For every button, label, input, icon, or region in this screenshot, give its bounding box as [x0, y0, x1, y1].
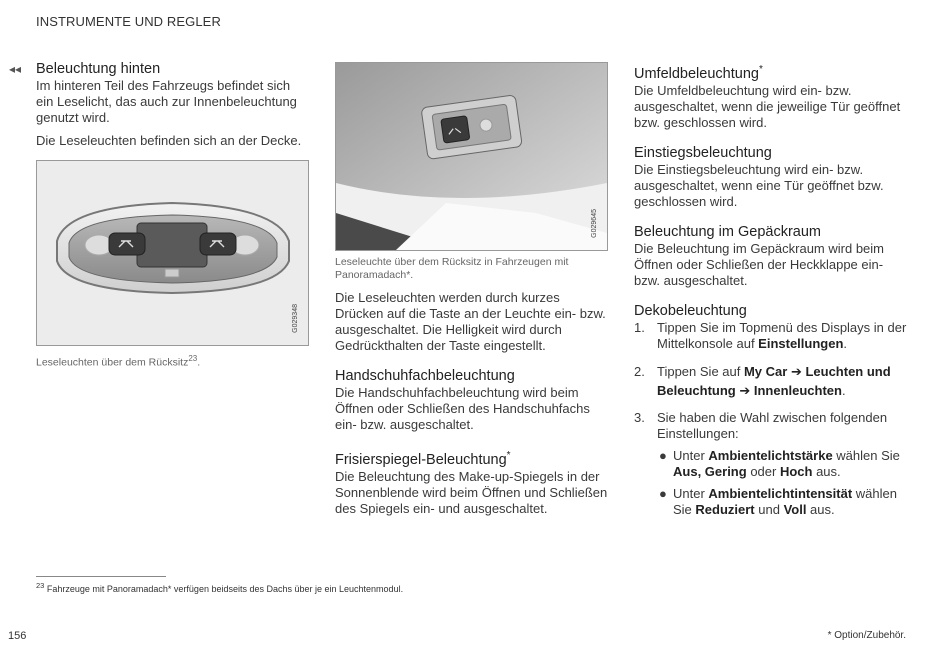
paragraph-vanity-mirror: Die Beleuchtung des Make-up-Spiegels in der Sonnenblende wird beim Öffnen und Schließen des Spiegels ein- und ausgeschaltet.: [335, 468, 608, 516]
footnote-number: 23: [36, 581, 45, 590]
menu-term: Ambientelichtintensität: [708, 485, 853, 501]
figure-panorama-light: [335, 62, 608, 251]
menu-term: Leuchten und Beleuchtung: [657, 363, 891, 398]
figure-caption: [36, 352, 311, 370]
footnote-ref[interactable]: 23: [188, 354, 198, 363]
heading-cargo: Beleuchtung im Gepäckraum: [634, 223, 821, 240]
heading-decor: Dekobeleuchtung: [634, 302, 747, 319]
steps-list: [634, 320, 909, 518]
menu-term: My Car: [743, 363, 788, 379]
step-text: .: [841, 382, 846, 398]
paragraph-ceiling: Die Leseleuchten befinden sich an der Decke.: [36, 133, 302, 148]
paragraph-glovebox: Die Handschuhfachbeleuchtung wird beim Öffnen oder Schließen des Handschuhfachs ein- bzw. ausgeschaltet.: [335, 385, 590, 432]
running-header: INSTRUMENTE UND REGLER: [36, 14, 221, 29]
figure-caption: Leseleuchte über dem Rücksitz in Fahrzeugen mit Panoramadach*.: [335, 256, 569, 281]
menu-term: Gering: [704, 463, 747, 479]
panorama-light-illustration: [336, 63, 607, 250]
paragraph-entry: Die Einstiegsbeleuchtung wird ein- bzw. ausgeschaltet, wenn eine Tür geöffnet bzw. geschlossen wird.: [634, 161, 884, 209]
section-entry: [634, 145, 909, 210]
menu-term: Hoch: [779, 463, 813, 479]
list-item: [634, 362, 909, 400]
paragraph-reading-lights: Die Leseleuchten werden durch kurzes Drücken auf die Taste an der Leuchte ein- bzw. ausgeschaltet. Die Helligkeit wird durch Gedrückthalten der Taste eingestellt.: [335, 290, 606, 353]
paragraph-rear-intro: Im hinteren Teil des Fahrzeugs befindet sich ein Leselicht, das auch zur Innenbeleuchtung genutzt wird.: [36, 78, 297, 125]
option-text: aus.: [806, 501, 835, 517]
list-item: [634, 320, 909, 352]
paragraph-ambient: Die Umfeldbeleuchtung wird ein- bzw. ausgeschaltet, wenn die jeweilige Tür geöffnet bzw. geschlossen wird.: [634, 82, 901, 130]
column-right: [634, 61, 909, 528]
footnote-text: Fahrzeuge mit Panoramadach* verfügen beidseits des Dachs über je ein Leuchtenmodul.: [46, 584, 404, 594]
figure-code: G029645: [591, 209, 598, 238]
step-number: 1.: [634, 319, 645, 335]
column-left: [36, 61, 311, 370]
option-star: *: [506, 450, 511, 461]
heading-rear-lighting: Beleuchtung hinten: [36, 61, 161, 77]
page-number: 156: [8, 630, 27, 642]
option-text: wählen Sie: [832, 447, 900, 463]
menu-term: Aus: [673, 463, 698, 479]
heading-vanity-mirror: [335, 447, 608, 469]
option-note: * Option/Zubehör.: [827, 630, 906, 641]
step-number: 2.: [634, 363, 645, 379]
option-text: Unter: [673, 485, 709, 501]
section-vanity-mirror: [335, 447, 608, 517]
option-text: oder: [746, 463, 780, 479]
option-text: und: [754, 501, 784, 517]
heading-glovebox: Handschuhfachbeleuchtung: [335, 368, 515, 384]
menu-term: Reduziert: [695, 501, 755, 517]
section-glovebox: [335, 368, 608, 433]
menu-term: Innenleuchten: [753, 382, 842, 398]
caption-text: Leseleuchten über dem Rücksitz: [36, 356, 189, 369]
options-list: [657, 448, 909, 518]
bullet-icon: ●: [659, 485, 667, 501]
step-text: Tippen Sie auf: [657, 363, 744, 379]
column-middle: [335, 61, 608, 524]
heading-entry: Einstiegsbeleuchtung: [634, 144, 772, 161]
option-text: wählen Sie: [673, 485, 897, 517]
step-text: .: [843, 335, 848, 351]
menu-term: Ambientelichtstärke: [708, 447, 833, 463]
arrow-icon: ➔: [735, 382, 754, 398]
option-star: *: [758, 64, 763, 75]
option-text: aus.: [812, 463, 841, 479]
footnote-divider: [36, 576, 166, 577]
heading-ambient: [634, 61, 909, 83]
list-item: [657, 448, 909, 480]
bullet-icon: ●: [659, 447, 667, 463]
menu-term: Voll: [783, 501, 807, 517]
step-text: Sie haben die Wahl zwischen folgenden Einstellungen:: [657, 409, 888, 441]
figure-reading-lights: [36, 160, 309, 346]
reading-lights-illustration: [37, 161, 308, 345]
arrow-icon: ➔: [787, 363, 806, 379]
option-text: Unter: [673, 447, 709, 463]
paragraph-cargo: Die Beleuchtung im Gepäckraum wird beim Öffnen oder Schließen der Heckklappe ein- bzw. ausgeschaltet.: [634, 240, 884, 288]
heading-text: Frisierspiegel-Beleuchtung: [335, 451, 507, 468]
step-text: Tippen Sie im Topmenü des Displays in der Mittelkonsole auf: [657, 319, 907, 351]
menu-term: Einstellungen: [758, 335, 844, 351]
list-item: [634, 410, 909, 518]
heading-text: Umfeldbeleuchtung: [634, 65, 759, 82]
list-item: [657, 486, 909, 518]
section-decor: [634, 303, 909, 518]
separator: ,: [697, 463, 705, 479]
section-cargo: [634, 224, 909, 289]
previous-page-icon[interactable]: ◂◂: [9, 62, 22, 76]
figure-code: G029348: [292, 304, 299, 333]
caption-end: .: [197, 356, 201, 369]
footnote: [36, 581, 403, 594]
step-number: 3.: [634, 409, 645, 425]
